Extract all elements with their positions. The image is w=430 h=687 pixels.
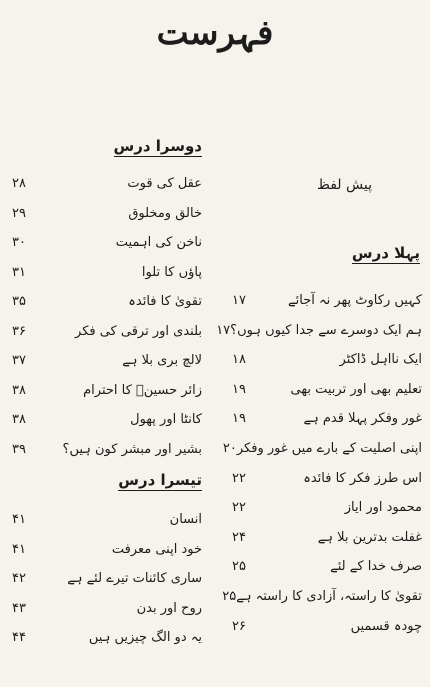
section-2-entry [12, 292, 202, 312]
entry-title: غفلت بدترین بلا ہے [317, 529, 422, 545]
entry-page-number: ۲۰ [222, 441, 237, 456]
entry-page-number: ۳۱ [12, 264, 26, 280]
section-1-entry [216, 321, 422, 341]
section-3-entry [12, 628, 202, 648]
entry-page-number: ۳۸ [12, 382, 26, 398]
entry-title: تعلیم بھی اور تربیت بھی [290, 381, 422, 397]
entry-title: ہم ایک دوسرے سے جدا کیوں ہوں؟ [230, 322, 422, 338]
section-1-entry [232, 557, 422, 577]
section-3-entry [12, 599, 202, 619]
entry-page-number: ۱۸ [232, 352, 246, 368]
section-1-entry [222, 587, 422, 607]
section-2-heading: دوسرا درس [113, 137, 202, 155]
entry-title: اس طرز فکر کا فائدہ [303, 470, 422, 486]
entry-title: چودہ قسمیں [350, 618, 422, 634]
entry-page-number: ۲۹ [12, 205, 26, 221]
entry-title: زائر حسینؑ کا احترام [83, 382, 202, 398]
entry-title: تقویٰ کا راستہ، آزادی کا راستہ ہے [236, 589, 422, 604]
entry-page-number: ۲۲ [232, 470, 246, 486]
page-title: فہرست [156, 13, 274, 53]
entry-title: ناخن کی اہمیت [115, 235, 202, 250]
section-1-entry [232, 498, 422, 518]
section-1-entry [232, 469, 422, 489]
entry-title: ایک نااہل ڈاکٹر [339, 352, 422, 368]
entry-page-number: ۳۷ [12, 353, 26, 368]
entry-title: عقل کی قوت [127, 176, 202, 191]
section-1-entry [222, 439, 422, 459]
entry-title: خالق ومخلوق [128, 205, 202, 221]
entry-title: صرف خدا کے لئے [330, 559, 422, 575]
entry-page-number: ۳۹ [12, 441, 26, 457]
section-1-entry [232, 617, 422, 637]
entry-page-number: ۳۵ [12, 294, 26, 309]
entry-title: غور وفکر پہلا قدم ہے [303, 411, 422, 427]
section-1-entry [232, 350, 422, 370]
section-2-entry [12, 204, 202, 224]
section-3-entry [12, 569, 202, 589]
entry-title: لالچ بری بلا ہے [122, 353, 202, 368]
entry-title: خود اپنی معرفت [111, 541, 202, 557]
entry-title: بشیر اور مبشر کون ہیں؟ [62, 441, 202, 457]
entry-page-number: ۱۷ [216, 322, 231, 338]
section-1-heading: پہلا درس [351, 244, 420, 262]
entry-page-number: ۲۵ [222, 589, 237, 604]
entry-title: تقویٰ کا فائدہ [128, 294, 202, 309]
entry-page-number: ۴۱ [12, 541, 26, 557]
entry-title: انسان [169, 512, 202, 527]
entry-title: پاؤں کا تلوا [141, 264, 202, 280]
entry-page-number: ۲۵ [232, 559, 246, 575]
entry-page-number: ۴۲ [12, 571, 26, 587]
section-1-entry [232, 528, 422, 548]
entry-page-number: ۲۲ [232, 500, 246, 516]
entry-page-number: ۳۰ [12, 235, 26, 250]
entry-title: یہ دو الگ چیزیں ہیں [88, 630, 202, 646]
section-3-heading: تیسرا درس [118, 471, 202, 489]
entry-title: کہیں رکاوٹ پھر نہ آجائے [288, 293, 422, 308]
section-2-entry [12, 322, 202, 342]
section-3-entry [12, 510, 202, 530]
entry-title: محمود اور ایاز [344, 500, 422, 516]
entry-page-number: ۱۷ [232, 293, 246, 308]
entry-page-number: ۲۴ [232, 529, 246, 545]
preface-entry: پیش لفظ [316, 177, 372, 193]
section-1-entry [232, 291, 422, 311]
entry-title: بلندی اور ترقی کی فکر [75, 323, 202, 339]
section-2-entry [12, 233, 202, 253]
entry-title: ساری کائنات تیرے لئے ہے [67, 571, 202, 587]
entry-title: اپنی اصلیت کے بارے میں غور وفکر [236, 441, 422, 456]
section-2-entry [12, 174, 202, 194]
entry-page-number: ۴۴ [12, 630, 26, 646]
section-2-entry [12, 381, 202, 401]
entry-page-number: ۱۹ [232, 381, 246, 397]
section-2-entry [12, 263, 202, 283]
section-1-entry [232, 409, 422, 429]
entry-page-number: ۲۶ [232, 618, 246, 634]
entry-title: روح اور بدن [136, 600, 202, 616]
section-3-entry [12, 540, 202, 560]
entry-page-number: ۳۶ [12, 323, 26, 339]
section-2-entry [12, 440, 202, 460]
section-2-entry [12, 410, 202, 430]
entry-page-number: ۳۸ [12, 412, 26, 427]
entry-page-number: ۴۳ [12, 600, 26, 616]
entry-page-number: ۱۹ [232, 411, 246, 427]
entry-page-number: ۴۱ [12, 512, 26, 527]
section-1-entry [232, 380, 422, 400]
section-2-entry [12, 351, 202, 371]
entry-title: کانٹا اور پھول [130, 412, 202, 427]
entry-page-number: ۲۸ [12, 176, 26, 191]
